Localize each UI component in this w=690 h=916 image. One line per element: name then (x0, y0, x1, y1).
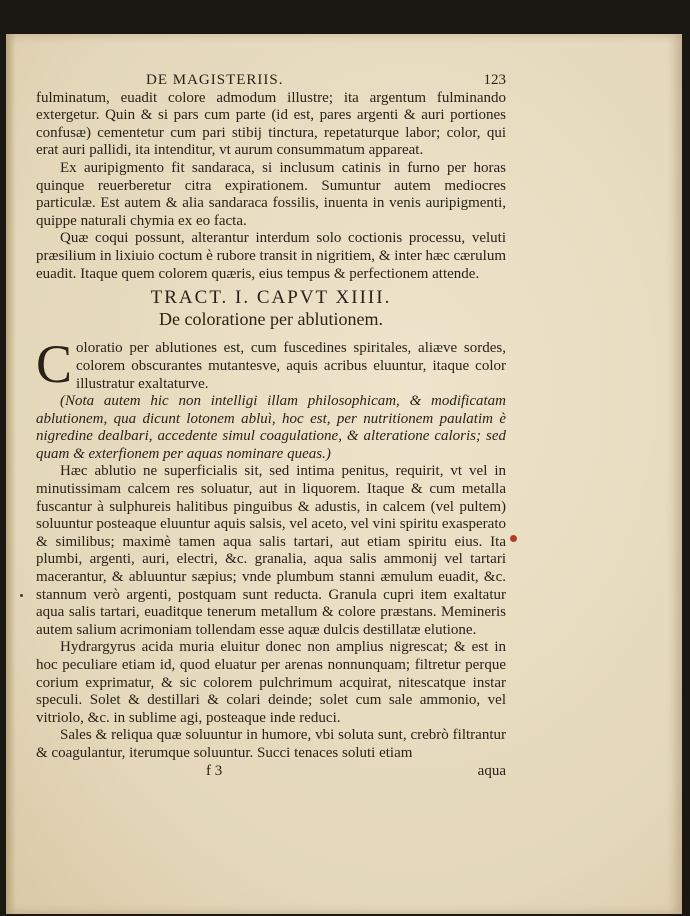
page-footer (36, 763, 506, 781)
page-text (36, 72, 506, 780)
paragraph-3: Quæ coqui possunt, alterantur interdum solo coctionis processu, veluti præsilium in lixiuio coctum è rubore transit in nigritiem, & inter hæc cærulum euadit. Itaque quem colorem quæris, eius tempus & perfectionem attende. (36, 230, 506, 282)
folio-number: 123 (483, 72, 506, 88)
paragraph-sales: Sales & reliqua quæ soluuntur in humore, vbi soluta sunt, crebrò filtrantur & coagulantur, iterumque soluuntur. Succi tenaces soluti etiam (36, 727, 506, 761)
chapter-opening (36, 334, 506, 395)
running-header (146, 72, 506, 90)
chapter-subtitle: De coloratione per ablutionem. (159, 308, 383, 329)
paragraph-2: Ex auripigmento fit sandaraca, si inclusum catinis in furno per horas quinque reuerberetur citra expirationem. Sumuntur autem mediocres particulæ. Est autem & alia sandaraca fossilis, inuenta in venis auripigmenti, quippe naturali chymia ex eo facta. (36, 159, 506, 229)
signature-mark: f 3 (206, 762, 223, 779)
running-title: DE MAGISTERIIS. (146, 72, 284, 88)
drop-cap: C (36, 334, 73, 395)
ink-speck (20, 594, 23, 597)
italic-note: (Nota autem hic non intelligi illam philosophicam, & modificatam ablutionem, qua dicunt lotonem abluì, hoc est, per nutritionem paulatim è nigredine dealbari, accedente simul coagulatione, & alteratione caloris; sed quam & exterfionem per aquas nominare queas.) (36, 393, 506, 462)
paragraph-1: fulminatum, euadit colore admodum illustre; ita argentum fulminando extergetur. Quin & si pars cum parte (id est, pares argenti & auri portiones confusæ) cementetur cum pari stibij tinctura, repetaturque labor; color, qui erat auri pallidi, ita intenditur, vt aurum consummatum appareat. (36, 89, 506, 159)
paragraph-hydrargyrus: Hydrargyrus acida muria eluitur donec non amplius nigrescat; & est in hoc peculiare etiam id, quod eluatur per arenas nonnunquam; filtretur perque corium exprimatur, & sic colorem pulchrimum acquirat, nitescatque instar speculi. Solet & destillari & colari deinde; solet cum sale ammonio, vel vitriolo, &c. in sublime agi, posteaque inde reduci. (36, 639, 506, 726)
chapter-title: TRACT. I. CAPVT XIIII. (150, 287, 392, 309)
paragraph-ablutio: Hæc ablutio ne superficialis sit, sed intima penitus, requirit, vt vel in minutissimam calcem res soluatur, aut in liquorem. Itaque & cum metalla fuscantur à sulphureis halitibus pinguibus & adustis, in calcem (vel pultem) soluuntur posteaque eluuntur aquis salsis, vel aceto, vel vini spiritu exasperato & similibus; maximè tamen aqua salis tartari, aut etiam spiritu eius. Ita plumbi, argenti, auri, electri, &c. granalia, aqua salis ammonij vel tartari macerantur, & abluuntur sæpius; vnde plumbum stanni æmulum euadit, &c. stannum verò argenti, postquam sunt reducta. Granula cupri item exaltatur aqua salis tartari, euaditque tenerum metallum & colore præstans. Memineris autem salium acrimoniam tollendam esse aquæ dulcis destillatæ elutione. (36, 463, 506, 638)
red-ink-mark (510, 535, 517, 542)
catchword: aqua (477, 762, 506, 779)
gutter-shadow (6, 34, 16, 914)
book-page (6, 34, 682, 914)
opening-text: oloratio per ablutiones est, cum fuscedines spiritales, aliæve sordes, colorem obscurantes mutantesve, aquis acribus eluuntur, itaque color illustratur exaltaturve. (76, 340, 506, 392)
